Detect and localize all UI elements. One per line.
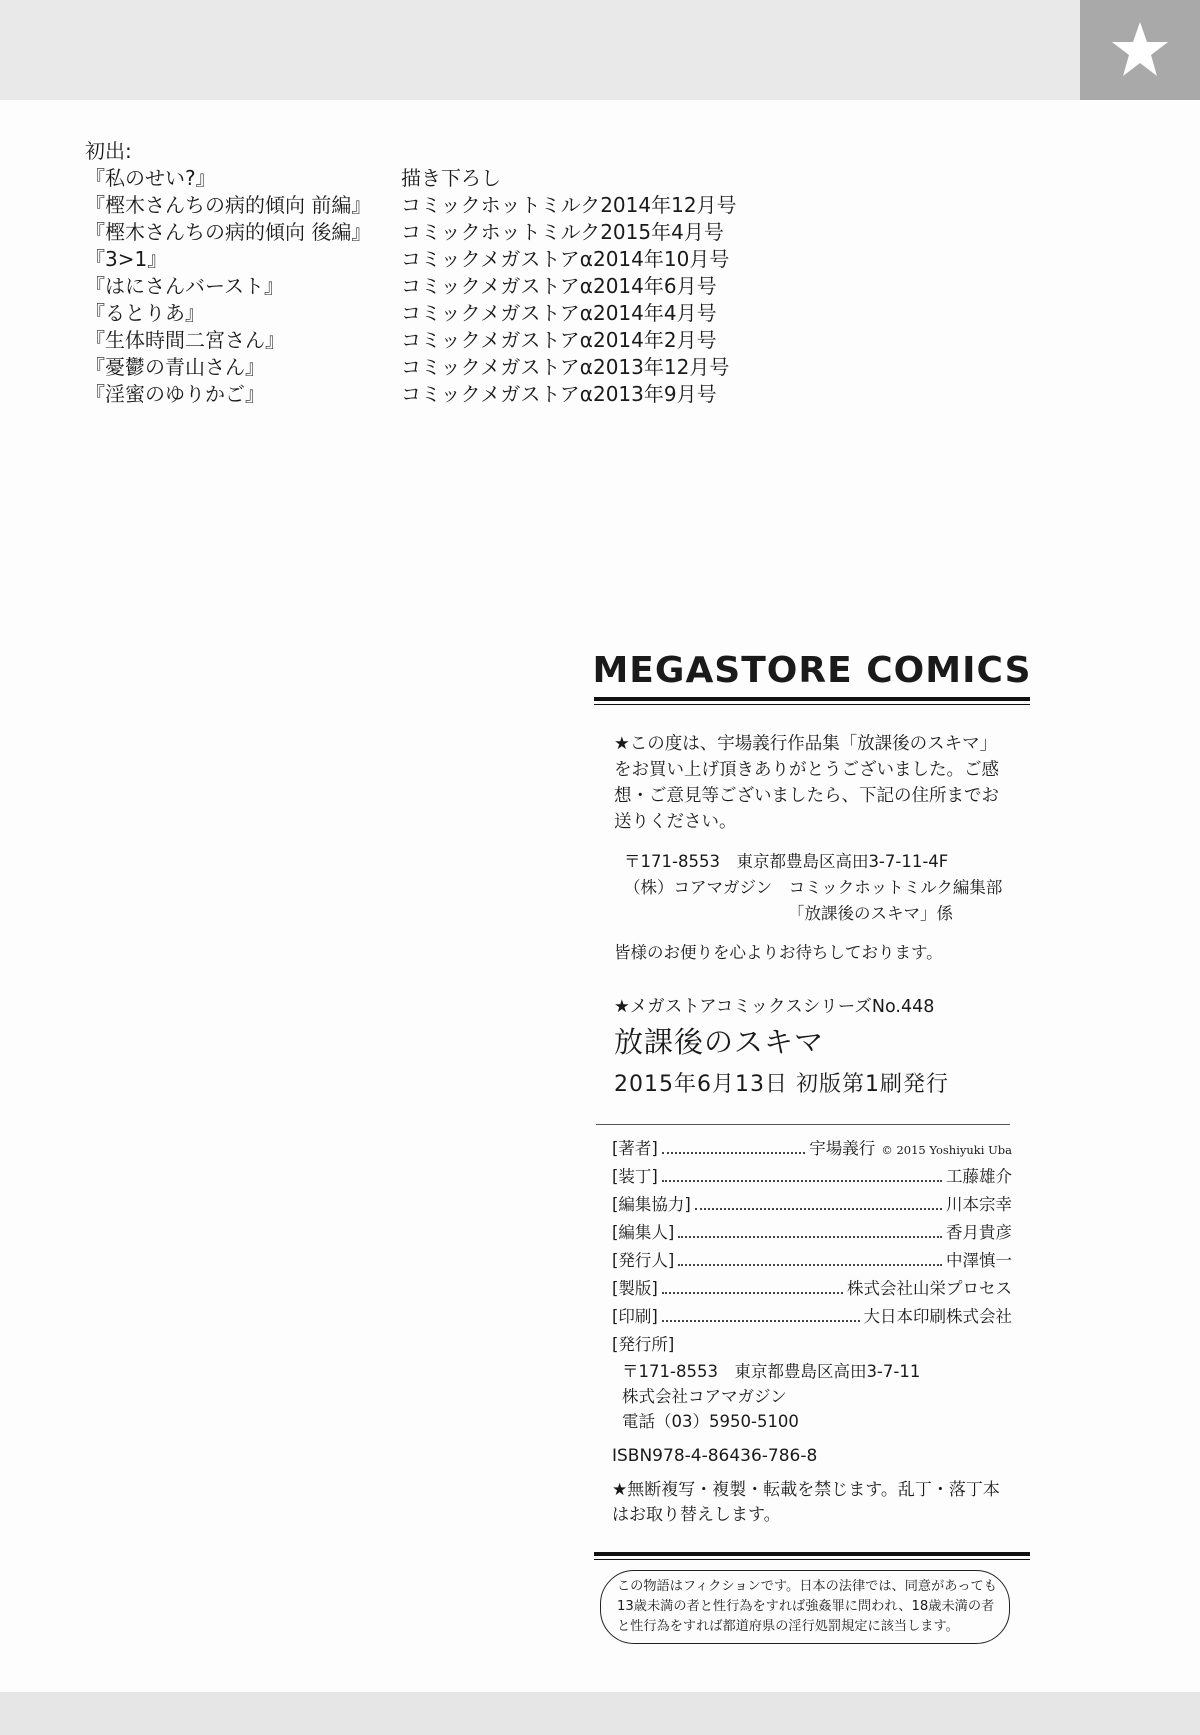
divider — [594, 1552, 1030, 1556]
first-publication-row — [85, 381, 737, 408]
bottom-margin-band — [0, 1692, 1200, 1735]
story-source: 描き下ろし — [401, 166, 501, 190]
credit-row — [612, 1135, 1012, 1163]
leader-dots — [662, 1180, 942, 1182]
credit-label: [発行人] — [612, 1251, 675, 1270]
story-title: 『憂鬱の青山さん』 — [85, 355, 265, 379]
credit-row — [612, 1219, 1012, 1247]
address-line: 〒171-8553 東京都豊島区高田3-7-11-4F — [624, 852, 949, 871]
story-title: 『淫蜜のゆりかご』 — [85, 382, 265, 406]
credit-row — [612, 1163, 1012, 1191]
series-number: ★メガストアコミックスシリーズNo.448 — [614, 997, 935, 1017]
address-line: 「放課後のスキマ」係 — [788, 904, 953, 923]
fiction-notice: この物語はフィクションです。日本の法律では、同意があっても13歳未満の者と性行為をすれば強姦罪に問われ、18歳未満の者と性行為をすれば都道府県の淫行処罰規定に該当します。 — [600, 1570, 1010, 1644]
leader-dots — [662, 1292, 843, 1294]
publisher-name: 株式会社コアマガジン — [622, 1387, 787, 1406]
story-title: 『樫木さんちの病的傾向 後編』 — [85, 220, 372, 244]
leader-dots — [678, 1236, 942, 1238]
credit-value: 中澤慎一 — [946, 1251, 1012, 1270]
colophon — [594, 650, 1030, 1644]
divider — [594, 704, 1030, 705]
credit-value: 大日本印刷株式会社 — [863, 1307, 1012, 1326]
top-margin-band — [0, 0, 1200, 100]
credit-label: [発行所] — [612, 1335, 675, 1354]
credit-row — [612, 1247, 1012, 1275]
leader-dots — [662, 1152, 805, 1154]
story-source: コミックメガストアα2014年2月号 — [401, 328, 717, 352]
credit-value: 香月貴彦 — [946, 1223, 1012, 1242]
credit-label: [著者] — [612, 1139, 658, 1158]
first-publication-row — [85, 354, 737, 381]
leader-dots — [678, 1264, 942, 1266]
story-title: 『私のせい?』 — [85, 166, 216, 190]
first-publication-row — [85, 219, 737, 246]
first-publication-list — [85, 138, 737, 408]
address-line: （株）コアマガジン コミックホットミルク編集部 — [624, 878, 1003, 897]
divider — [594, 1559, 1030, 1560]
mailing-address — [594, 849, 1030, 927]
first-publication-row — [85, 273, 737, 300]
credit-label: [編集協力] — [612, 1195, 691, 1214]
publisher-phone: 電話（03）5950-5100 — [622, 1412, 799, 1431]
credit-row — [612, 1331, 1012, 1359]
story-title: 『3>1』 — [85, 247, 168, 271]
publisher-logo: MEGASTORE COMICS — [592, 650, 1032, 691]
leader-dots — [695, 1208, 942, 1210]
story-source: コミックメガストアα2014年10月号 — [401, 247, 730, 271]
first-publication-row — [85, 192, 737, 219]
publisher-address: 〒171-8553 東京都豊島区高田3-7-11 — [622, 1362, 921, 1381]
story-source: コミックメガストアα2013年12月号 — [401, 355, 730, 379]
story-title: 『はにさんバースト』 — [85, 274, 284, 298]
credit-value: 川本宗幸 — [946, 1195, 1012, 1214]
credit-row — [612, 1191, 1012, 1219]
credit-row — [612, 1303, 1012, 1331]
star-icon — [1110, 20, 1170, 80]
divider — [596, 1124, 1010, 1125]
credit-label: [製版] — [612, 1279, 658, 1298]
story-title: 『樫木さんちの病的傾向 前編』 — [85, 193, 372, 217]
credit-row — [612, 1275, 1012, 1303]
story-source: コミックメガストアα2013年9月号 — [401, 382, 717, 406]
credit-label: [編集人] — [612, 1223, 675, 1242]
story-source: コミックホットミルク2014年12月号 — [401, 193, 737, 217]
book-title: 放課後のスキマ — [614, 1025, 825, 1059]
first-publication-row — [85, 300, 737, 327]
story-title: 『生体時間二宮さん』 — [85, 328, 285, 352]
copyright-warning: ★無断複写・複製・転載を禁じます。乱丁・落丁本はお取り替えします。 — [612, 1480, 1000, 1525]
story-source: コミックメガストアα2014年4月号 — [401, 301, 717, 325]
credit-label: [印刷] — [612, 1307, 658, 1326]
divider — [594, 697, 1030, 701]
first-publication-heading: 初出: — [85, 139, 132, 163]
leader-dots — [662, 1320, 860, 1322]
corner-tab — [1080, 0, 1200, 100]
first-publication-row — [85, 246, 737, 273]
credits-list — [594, 1135, 1012, 1434]
credit-label: [装丁] — [612, 1167, 658, 1186]
credit-value: 工藤雄介 — [946, 1167, 1012, 1186]
thanks-message: ★この度は、宇場義行作品集「放課後のスキマ」をお買い上げ頂きありがとうございました。ご感想・ご意見等ございましたら、下記の住所までお送りください。 — [614, 734, 999, 832]
story-source: コミックホットミルク2015年4月号 — [401, 220, 724, 244]
credit-value: 株式会社山栄プロセス — [847, 1279, 1012, 1298]
isbn: ISBN978-4-86436-786-8 — [612, 1446, 818, 1466]
publication-date: 2015年6月13日 初版第1刷発行 — [614, 1072, 949, 1097]
copyright-notice: © 2015 Yoshiyuki Uba — [881, 1143, 1012, 1157]
first-publication-row — [85, 327, 737, 354]
story-source: コミックメガストアα2014年6月号 — [401, 274, 717, 298]
story-title: 『るとりあ』 — [85, 301, 205, 325]
first-publication-row — [85, 165, 737, 192]
closing-message: 皆様のお便りを心よりお待ちしております。 — [614, 943, 943, 962]
publisher-info — [612, 1359, 1012, 1434]
credit-value: 宇場義行 — [809, 1139, 876, 1158]
